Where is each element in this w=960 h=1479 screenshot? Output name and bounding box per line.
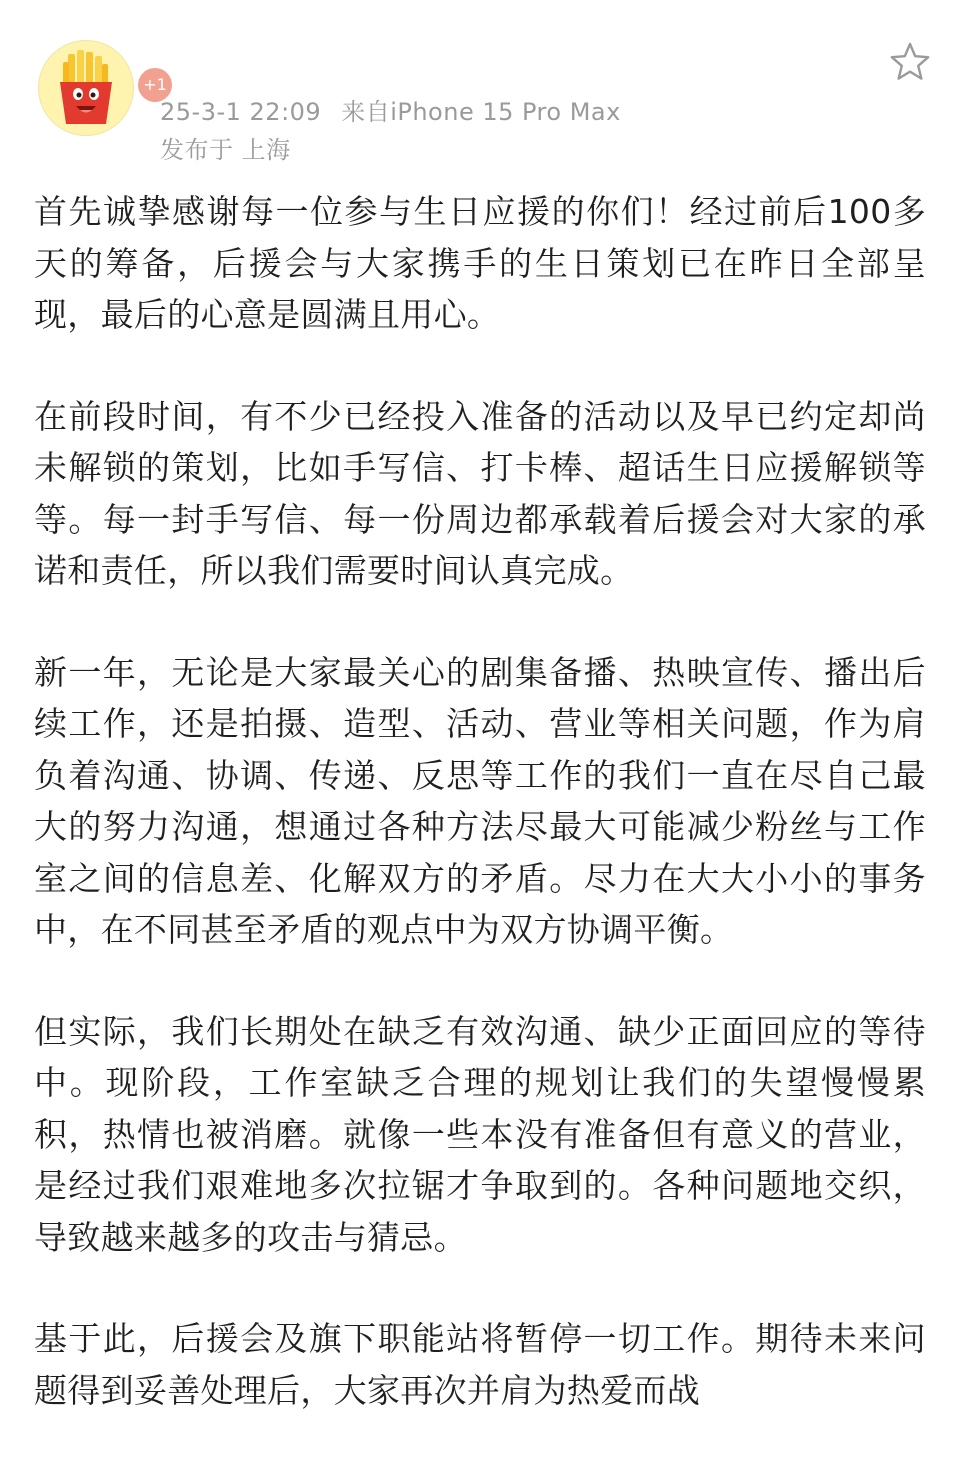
post-location: 发布于 上海 — [160, 136, 291, 164]
post-source: 来自iPhone 15 Pro Max — [341, 98, 621, 126]
post-paragraph: 在前段时间，有不少已经投入准备的活动以及早已约定却尚未解锁的策划，比如手写信、打卡棒、超话生日应援解锁等等。每一封手写信、每一份周边都承载着后援会对大家的承诺和责任，所以我们需要时间认真完成。 — [34, 396, 926, 590]
star-outline-icon[interactable] — [888, 40, 932, 84]
post-paragraph: 基于此，后援会及旗下职能站将暂停一切工作。期待未来问题得到妥善处理后，大家再次并肩为热爱而战 — [34, 1319, 926, 1410]
notification-badge: +1 — [138, 68, 172, 102]
author-avatar[interactable] — [38, 40, 167, 136]
post-paragraph: 新一年，无论是大家最关心的剧集备播、热映宣传、播出后续工作，还是拍摄、造型、活动、营业等相关问题，作为肩负着沟通、协调、传递、反思等工作的我们一直在尽自己最大的努力沟通，想通过各种方法尽最大可能减少粉丝与工作室之间的信息差、化解双方的矛盾。尽力在大大小小的事务中，在不同甚至矛盾的观点中为双方协调平衡。 — [34, 652, 926, 949]
post-body — [34, 186, 926, 1416]
post-timestamp: 25-3-1 22:09 — [160, 98, 322, 126]
post-meta — [160, 92, 621, 127]
post-header — [0, 0, 960, 170]
french-fries-avatar-icon — [38, 40, 134, 136]
post-paragraph: 首先诚挚感谢每一位参与生日应援的你们！经过前后100多天的筹备，后援会与大家携手的生日策划已在昨日全部呈现，最后的心意是圆满且用心。 — [34, 192, 926, 334]
post-paragraph: 但实际，我们长期处在缺乏有效沟通、缺少正面回应的等待中。现阶段，工作室缺乏合理的规划让我们的失望慢慢累积，热情也被消磨。就像一些本没有准备但有意义的营业，是经过我们艰难地多次拉锯才争取到的。各种问题地交织，导致越来越多的攻击与猜忌。 — [34, 1011, 926, 1257]
